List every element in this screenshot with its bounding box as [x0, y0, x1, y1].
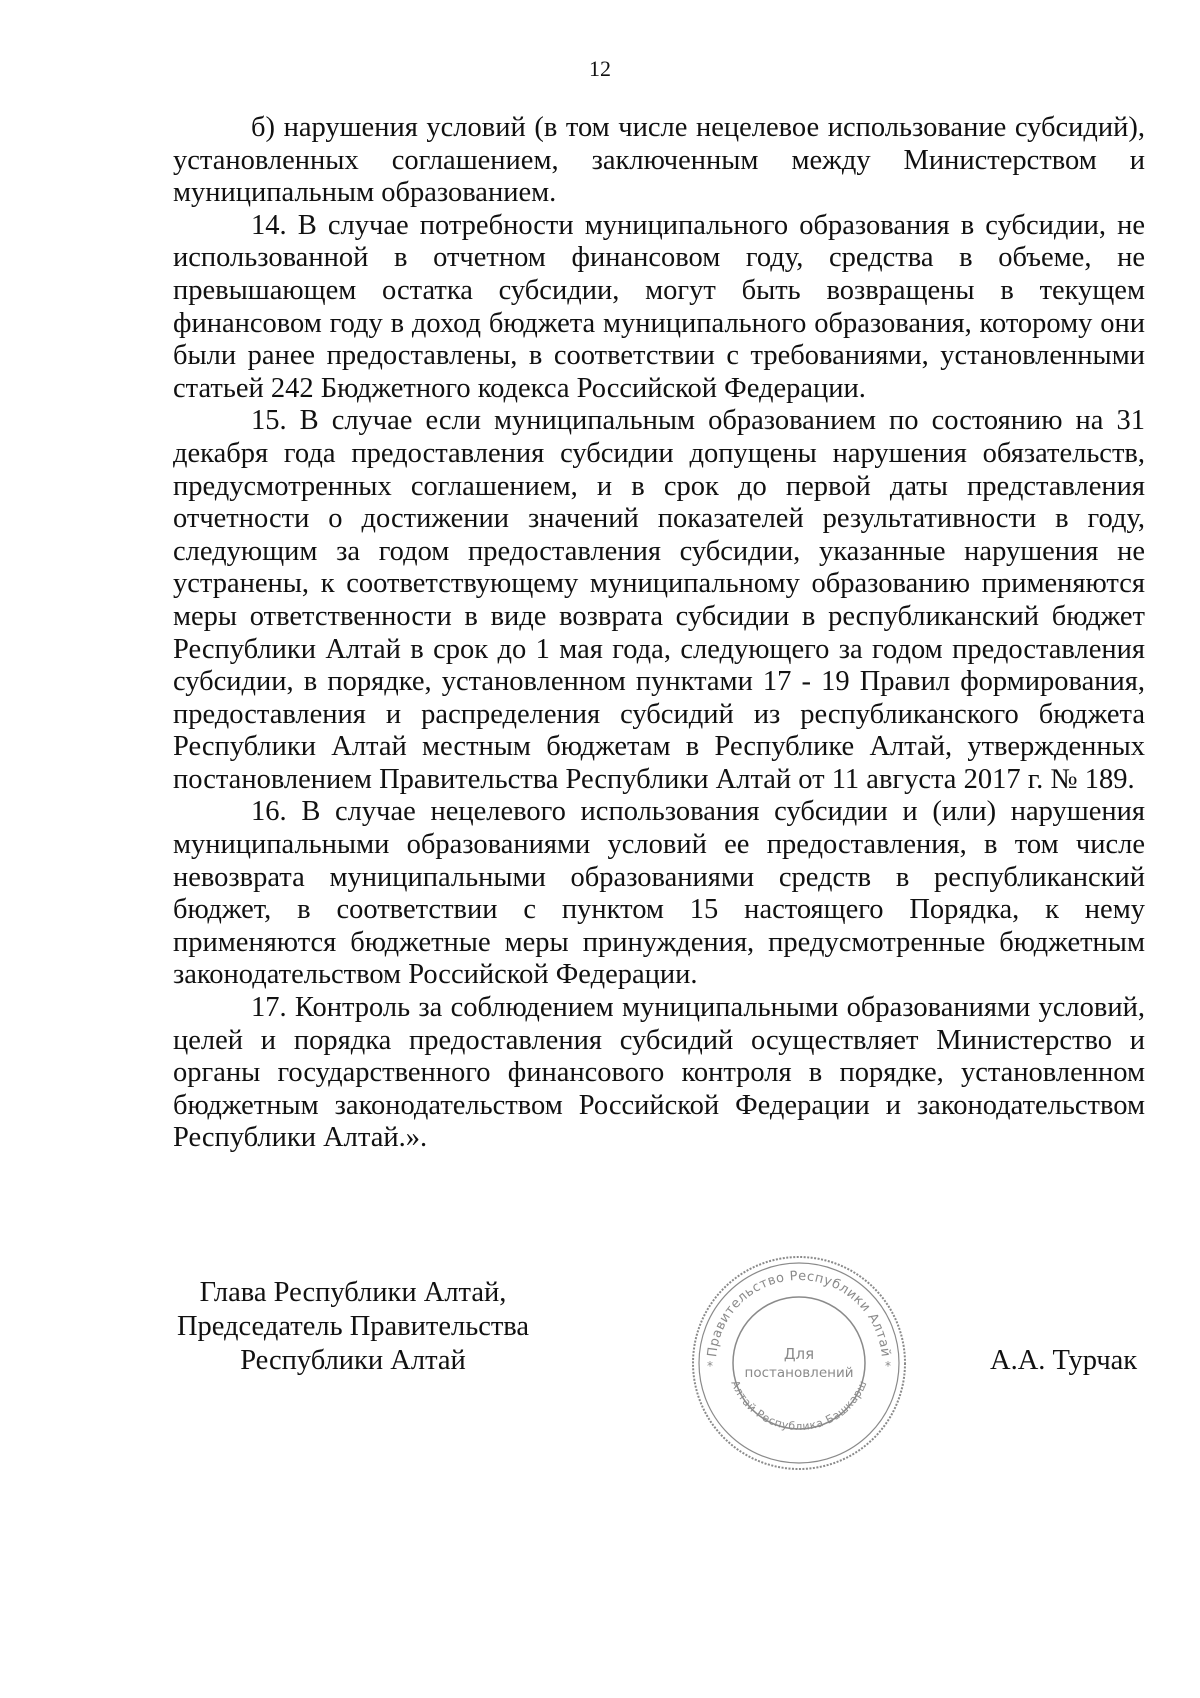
paragraph-14: 14. В случае потребности муниципального образования в субсидии, не использованной в отчетном финансовом году, средства в объеме, не превышающем остатка субсидии, могут быть возвращены в текущем финансовом году в доход бюджета муниципального образования, которому они были ранее предоставлены, в соответствии с требованиями, установленными статьей 242 Бюджетного кодекса Российской Федерации. [173, 209, 1145, 404]
seal-outer-text: Правительство Республики Алтай [705, 1268, 893, 1358]
svg-text:*: * [707, 1359, 713, 1373]
paragraph-16: 16. В случае нецелевого использования субсидии и (или) нарушения муниципальными образованиями условий ее предоставления, в том числе невозврата муниципальными образованиями средств в республиканский бюджет, в соответствии с пунктом 15 настоящего Порядка, к нему применяются бюджетные меры принуждения, предусмотренные бюджетным законодательством Российской Федерации. [173, 796, 1145, 991]
signatory-title-line: Председатель Правительства [176, 1311, 530, 1342]
seal-center-line: Для [783, 1345, 815, 1363]
official-seal-stamp [688, 1252, 910, 1474]
seal-icon [688, 1252, 910, 1474]
svg-text:*: * [885, 1359, 891, 1373]
signatory-title [173, 1276, 533, 1378]
signatory-title-line: Республики Алтай [240, 1345, 466, 1376]
signatory-title-line: Глава Республики Алтай, [199, 1277, 507, 1308]
document-body [173, 112, 1145, 1155]
signatory-name: А.А. Турчак [990, 1345, 1138, 1376]
paragraph-13b: б) нарушения условий (в том числе нецелевое использование субсидий), установленных соглашением, заключенным между Министерством и муниципальным образованием. [173, 112, 1145, 209]
seal-center-line: постановлений [744, 1365, 854, 1381]
page-number: 12 [589, 56, 611, 81]
paragraph-15: 15. В случае если муниципальным образованием по состоянию на 31 декабря года предоставления субсидии допущены нарушения обязательств, предусмотренных соглашением, и в срок до первой даты представления отчетности о достижении значений показателей результативности в году, следующим за годом предоставления субсидии, указанные нарушения не устранены, к соответствующему муниципальному образованию применяются меры ответственности в виде возврата субсидии в республиканский бюджет Республики Алтай в срок до 1 мая года, следующего за годом предоставления субсидии, в порядке, установленном пунктами 17 - 19 Правил формирования, предоставления и распределения субсидий из республиканского бюджета Республики Алтай местным бюджетам в Республике Алтай, утвержденных постановлением Правительства Республики Алтай от 11 августа 2017 г. № 189. [173, 405, 1145, 795]
paragraph-17: 17. Контроль за соблюдением муниципальными образованиями условий, целей и порядка предоставления субсидий осуществляет Министерство и органы государственного финансового контроля в порядке, установленном бюджетным законодательством Российской Федерации и законодательством Республики Алтай.». [173, 992, 1145, 1154]
seal-bottom-text: Алтай Республика Башкарш [728, 1378, 870, 1434]
svg-text:Алтай Республика Башкарш [728, 1378, 869, 1433]
